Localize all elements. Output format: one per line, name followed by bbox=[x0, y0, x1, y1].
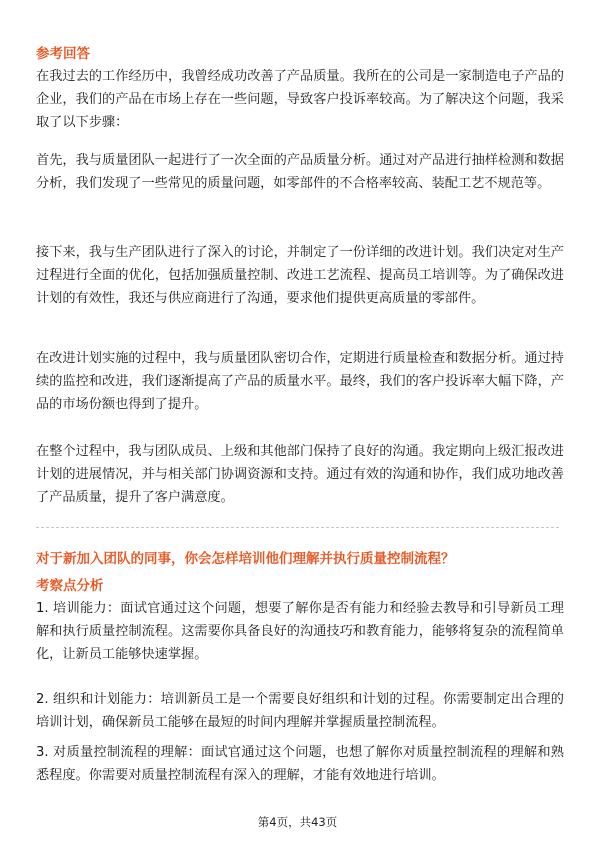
question-title: 对于新加入团队的同事，你会怎样培训他们理解并执行质量控制流程？ bbox=[36, 551, 455, 567]
section-divider bbox=[36, 527, 559, 528]
answer-paragraph-1: 在我过去的工作经历中，我曾经成功改善了产品质量。我所在的公司是一家制造电子产品的企业，我们的产品在市场上存在一些问题，导致客户投诉率较高。为了解决这个问题，我采取了以下步骤： bbox=[36, 69, 564, 130]
answer-paragraph-5: 在整个过程中，我与团队成员、上级和其他部门保持了良好的沟通。我定期向上级汇报改进计划的进展情况，并与相关部门协调资源和支持。通过有效的沟通和协作，我们成功地改善了产品质量，提升了客户满意度。 bbox=[36, 444, 564, 505]
answer-heading: 参考回答 bbox=[36, 46, 90, 62]
analysis-heading: 考察点分析 bbox=[36, 578, 104, 594]
answer-paragraph-2: 首先，我与质量团队一起进行了一次全面的产品质量分析。通过对产品进行抽样检测和数据分析，我们发现了一些常见的质量问题，如零部件的不合格率较高、装配工艺不规范等。 bbox=[36, 153, 564, 191]
answer-paragraph-4: 在改进计划实施的过程中，我与质量团队密切合作，定期进行质量检查和数据分析。通过持续的监控和改进，我们逐渐提高了产品的质量水平。最终，我们的客户投诉率大幅下降，产品的市场份额也得到了提升。 bbox=[36, 351, 564, 412]
answer-paragraph-3: 接下来，我与生产团队进行了深入的讨论，并制定了一份详细的改进计划。我们决定对生产过程进行全面的优化，包括加强质量控制、改进工艺流程、提高员工培训等。为了确保改进计划的有效性，我还与供应商进行了沟通，要求他们提供更高质量的零部件。 bbox=[36, 245, 564, 306]
analysis-point-1: 1. 培训能力：面试官通过这个问题，想要了解你是否有能力和经验去教导和引导新员工理解和执行质量控制流程。这需要你具备良好的沟通技巧和教育能力，能够将复杂的流程简单化，让新员工能够快速掌握。 bbox=[36, 601, 564, 662]
page-number: 第4页，共43页 bbox=[257, 815, 338, 829]
analysis-point-3: 3. 对质量控制流程的理解：面试官通过这个问题，也想了解你对质量控制流程的理解和熟悉程度。你需要对质量控制流程有深入的理解，才能有效地进行培训。 bbox=[36, 745, 564, 783]
analysis-point-2: 2. 组织和计划能力：培训新员工是一个需要良好组织和计划的过程。你需要制定出合理的培训计划，确保新员工能够在最短的时间内理解并掌握质量控制流程。 bbox=[36, 692, 564, 730]
